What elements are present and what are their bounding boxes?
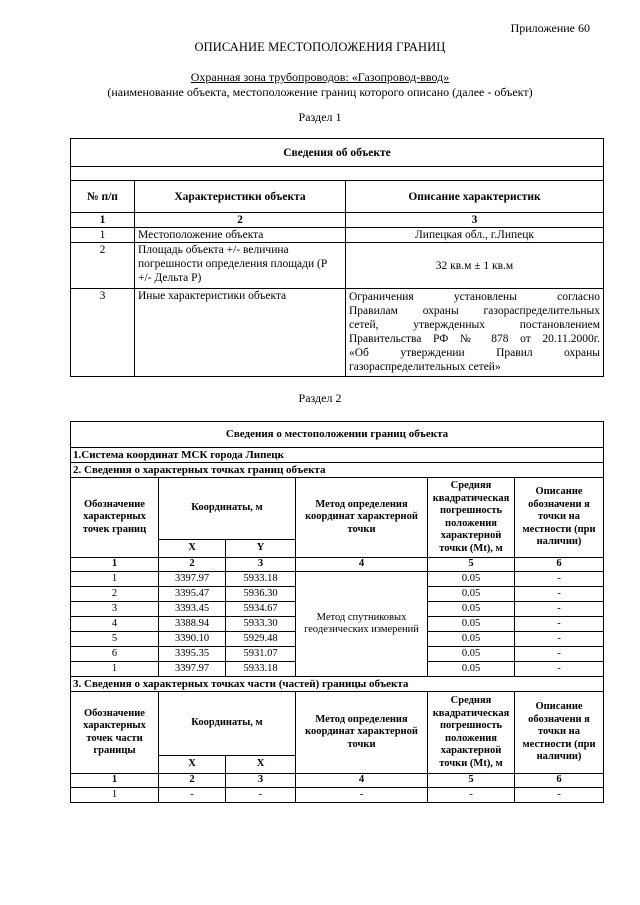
col-number: 5 [428,558,515,572]
col-number: 2 [159,558,226,572]
col-number: 3 [346,213,604,228]
col-number: 2 [135,213,346,228]
object-caption: (наименование объекта, местоположение границ которого описано (далее - объект) [107,85,533,99]
desc-line: Правительства РФ № 878 от 20.11.2000г. [349,333,600,345]
point-description: - [515,587,604,602]
part-points-heading: 3. Сведения о характерных точках части (частей) границы объекта [71,677,604,692]
header-x: X [159,756,226,774]
document-title: ОПИСАНИЕ МЕСТОПОЛОЖЕНИЯ ГРАНИЦ [194,40,446,54]
point-description: - [515,617,604,632]
point-error: 0.05 [428,572,515,587]
header-coordinates: Координаты, м [159,692,296,756]
part-point-y: - [226,788,296,803]
header-x: X [159,540,226,558]
col-number: 6 [515,558,604,572]
object-info-table [70,138,604,377]
row-characteristic: Иные характеристики объекта [135,289,346,377]
coordinate-system: 1.Система координат МСК города Липецк [71,448,604,463]
blank-row [71,167,604,181]
point-description: - [515,632,604,647]
point-x: 3395.47 [159,587,226,602]
col-number: 4 [296,558,428,572]
header-error: Средняя квадратическая погрешность положения характерной точки (Mt), м [428,692,515,774]
header-characteristic: Характеристики объекта [135,181,346,213]
desc-line: «Об утверждении Правил охраны [349,347,600,359]
header-y: X [226,756,296,774]
header-point-designation: Обозначение характерных точек границ [71,478,159,558]
row-characteristic: Местоположение объекта [135,228,346,243]
col-number: 5 [428,774,515,788]
col-number: 3 [226,774,296,788]
point-error: 0.05 [428,662,515,677]
row-description [346,289,604,377]
desc-line: сетей, утвержденных постановлением [349,319,600,331]
point-x: 3397.97 [159,662,226,677]
header-point-description: Описание обозначени я точки на местности (при наличии) [515,692,604,774]
point-x: 3388.94 [159,617,226,632]
point-number: 5 [71,632,159,647]
col-number: 3 [226,558,296,572]
part-point-number: 1 [71,788,159,803]
appendix-label: Приложение 60 [510,21,590,35]
point-x: 3395.35 [159,647,226,662]
col-number: 1 [71,213,135,228]
col-number: 4 [296,774,428,788]
col-number: 6 [515,774,604,788]
point-number: 2 [71,587,159,602]
point-description: - [515,647,604,662]
point-y: 5936.30 [226,587,296,602]
boundary-table-title: Сведения о местоположении границ объекта [71,422,604,448]
point-error: 0.05 [428,632,515,647]
section-2-title: Раздел 2 [298,391,342,405]
part-point-x: - [159,788,226,803]
header-error: Средняя квадратическая погрешность положения характерной точки (Mt), м [428,478,515,558]
row-num: 3 [71,289,135,377]
row-num: 1 [71,228,135,243]
point-description: - [515,572,604,587]
point-number: 4 [71,617,159,632]
point-description: - [515,662,604,677]
row-characteristic: Площадь объекта +/- величина погрешности определения площади (Р +/- Дельта Р) [135,243,346,289]
header-method: Метод определения координат характерной точки [296,692,428,774]
header-y: Y [226,540,296,558]
point-error: 0.05 [428,587,515,602]
object-name: Охранная зона трубопроводов: «Газопровод-ввод» [190,70,450,84]
point-x: 3397.97 [159,572,226,587]
point-number: 1 [71,662,159,677]
part-point-description: - [515,788,604,803]
point-y: 5931.07 [226,647,296,662]
point-description: - [515,602,604,617]
header-part-point-designation: Обозначение характерных точек части границы [71,692,159,774]
point-number: 1 [71,572,159,587]
table-row [71,228,604,243]
part-point-error: - [428,788,515,803]
table-row [71,243,604,289]
point-y: 5929.48 [226,632,296,647]
point-error: 0.05 [428,647,515,662]
header-method: Метод определения координат характерной точки [296,478,428,558]
boundary-points-heading: 2. Сведения о характерных точках границ объекта [71,463,604,478]
point-number: 3 [71,602,159,617]
desc-line: Правилам охраны газораспределительных [349,305,600,317]
desc-line: Ограничения установлены согласно [349,291,600,303]
point-error: 0.05 [428,602,515,617]
table-row [71,572,604,587]
object-info-table-title: Сведения об объекте [71,139,604,167]
point-y: 5934.67 [226,602,296,617]
point-error: 0.05 [428,617,515,632]
col-number: 1 [71,774,159,788]
header-description: Описание характеристик [346,181,604,213]
header-coordinates: Координаты, м [159,478,296,540]
desc-line: газораспределительных сетей» [349,361,501,373]
row-description: Липецкая обл., г.Липецк [346,228,604,243]
method-value: Метод спутниковых геодезических измерений [296,572,428,677]
col-number: 1 [71,558,159,572]
row-num: 2 [71,243,135,289]
section-1-title: Раздел 1 [298,110,342,124]
point-y: 5933.30 [226,617,296,632]
boundary-location-table [70,421,604,803]
point-y: 5933.18 [226,662,296,677]
table-row [71,289,604,377]
col-number: 2 [159,774,226,788]
part-point-method: - [296,788,428,803]
point-number: 6 [71,647,159,662]
row-description: 32 кв.м ± 1 кв.м [346,243,604,289]
header-num: № п/п [71,181,135,213]
point-x: 3390.10 [159,632,226,647]
header-point-description: Описание обозначени я точки на местности (при наличии) [515,478,604,558]
point-y: 5933.18 [226,572,296,587]
table-row [71,788,604,803]
point-x: 3393.45 [159,602,226,617]
